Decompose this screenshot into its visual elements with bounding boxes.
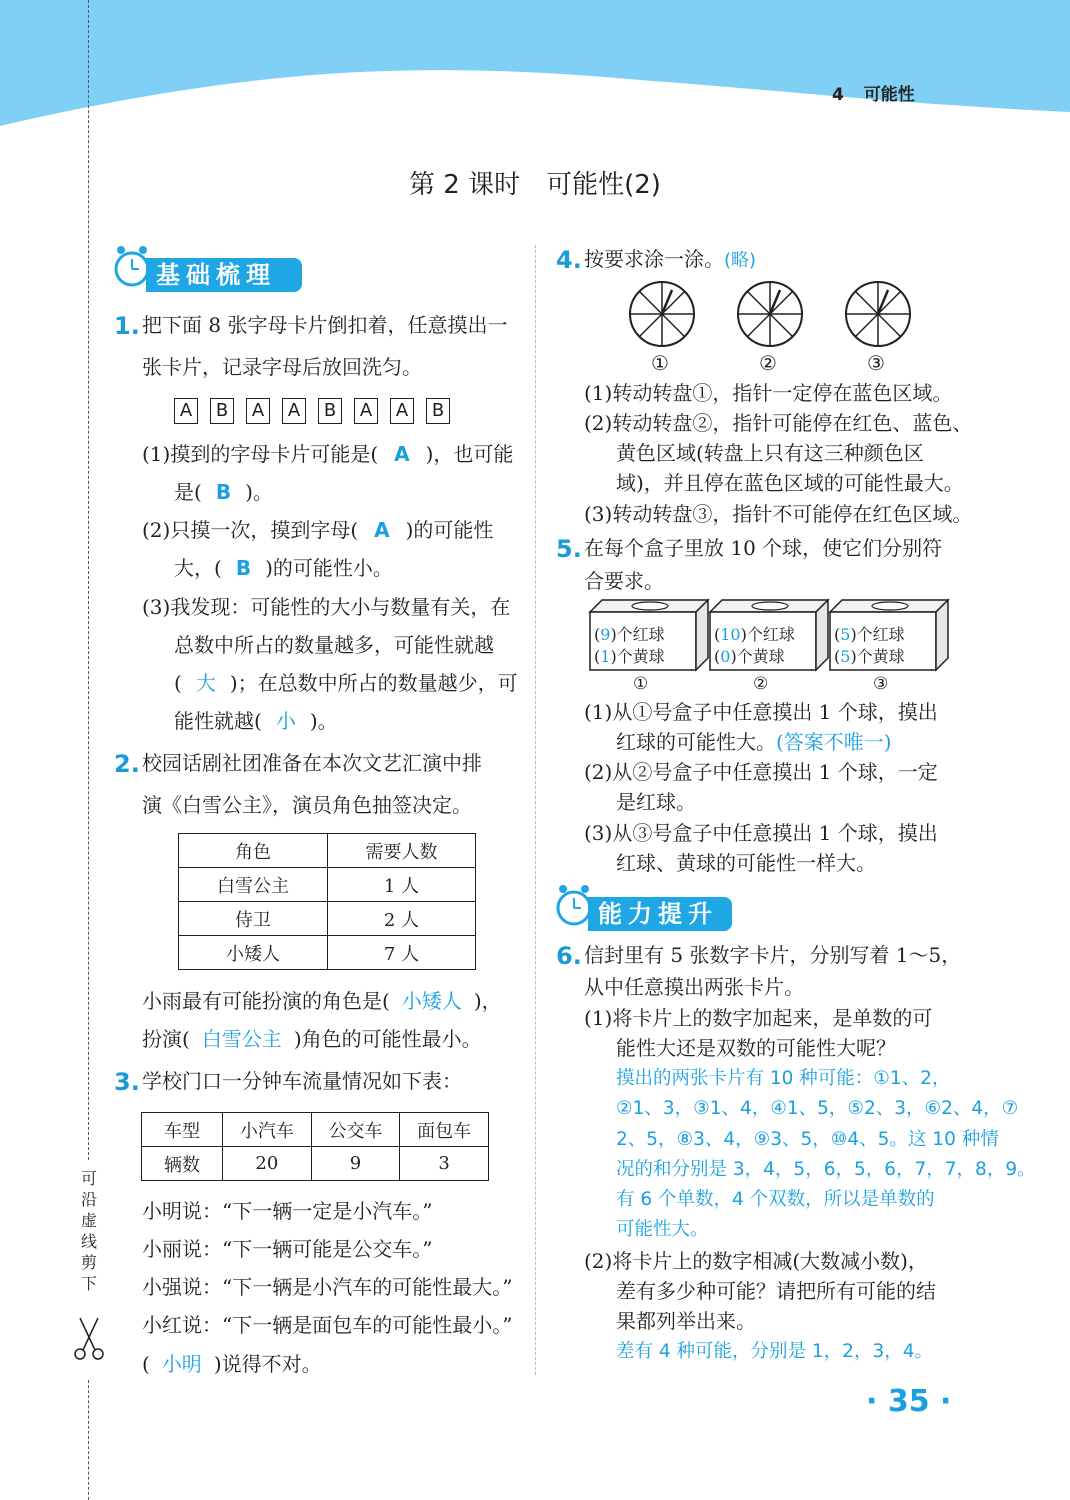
q6-text: 信封里有 5 张数字卡片，分别写着 1～5， xyxy=(584,943,962,967)
q2-text: 校园话剧社团准备在本次文艺汇演中排 xyxy=(142,751,482,775)
q1-text: 把下面 8 张字母卡片倒扣着，任意摸出一 xyxy=(142,313,508,337)
table-header: 需要人数 xyxy=(328,834,476,868)
q1-part3-line2: 总数中所占的数量越多，可能性就越 xyxy=(174,633,494,657)
table-header: 角色 xyxy=(179,834,328,868)
answer: 5 xyxy=(840,625,851,644)
letter-card: A xyxy=(174,398,198,424)
table-row: 小矮人 7 人 xyxy=(179,936,476,970)
answer: 1 xyxy=(600,647,611,666)
q4-part2: (2)转动转盘②，指针可能停在红色、蓝色、 xyxy=(584,411,973,435)
table-row: 辆数 20 9 3 xyxy=(142,1147,489,1181)
header-wave xyxy=(0,0,1070,135)
letter-card: A xyxy=(246,398,270,424)
answer: (略) xyxy=(724,250,757,271)
chapter-header xyxy=(832,80,915,105)
q6-part1-answer: 摸出的两张卡片有 10 种可能：①1、2， ②1、3，③1、4，④1、5，⑤2、3，⑥2、4，⑦ 2、5，⑧3、4，⑨3、5，⑩4、5。这 10 种情 况的和分别是 3，4，5，6，5，6，7，7，8，9。 有 6 个单数，4 个双数，所以是单数的 可能性大。 xyxy=(616,1068,1036,1241)
question-number: 4. xyxy=(556,246,582,274)
answer: 差有 4 种可能，分别是 1，2，3，4。 xyxy=(616,1341,933,1362)
page-number: · 35 · xyxy=(866,1384,952,1419)
box-3-text: (5)个红球 (5)个黄球 xyxy=(834,625,905,666)
q1-part1: (1)摸到的字母卡片可能是( A )，也可能 xyxy=(142,442,514,466)
q5-part1-line2: 红球的可能性大。 xyxy=(616,730,776,754)
section-advanced-label: 能力提升 xyxy=(588,897,732,931)
spinner-label: ② xyxy=(759,351,777,375)
roles-table xyxy=(178,833,476,970)
answer: A xyxy=(394,442,410,466)
scissors-icon xyxy=(72,1316,106,1362)
answer: (答案不唯一) xyxy=(776,730,892,754)
box-label: ③ xyxy=(873,674,889,694)
q1-part3-line4: 能性就越( 小 )。 xyxy=(174,709,338,733)
q6-part2-line3: 果都列举出来。 xyxy=(616,1309,756,1333)
answer: 小 xyxy=(275,709,296,733)
question-number: 2. xyxy=(114,750,140,778)
box-2-text: (10)个红球 (0)个黄球 xyxy=(714,625,795,666)
q6-part2: (2)将卡片上的数字相减(大数减小数)， xyxy=(584,1249,928,1273)
box-label: ② xyxy=(753,674,769,694)
side-note: 可 沿 虚 线 剪 下 xyxy=(80,1169,97,1293)
q4-part1: (1)转动转盘①，指针一定停在蓝色区域。 xyxy=(584,381,953,405)
answer: B xyxy=(215,480,232,504)
column-divider xyxy=(535,245,536,1375)
q5-part3: (3)从③号盒子中任意摸出 1 个球，摸出 xyxy=(584,821,938,845)
q3-answer: ( 小明 )说得不对。 xyxy=(142,1352,322,1376)
letter-card: B xyxy=(318,398,342,424)
q1-part2-cont: 大，( B )的可能性小。 xyxy=(174,556,393,580)
chapter-number: 4 xyxy=(832,85,844,105)
chapter-title: 可能性 xyxy=(863,85,915,105)
letter-card: B xyxy=(426,398,450,424)
question-number: 6. xyxy=(556,942,582,970)
answer: 白雪公主 xyxy=(201,1027,282,1051)
answer: A xyxy=(374,518,390,542)
letter-cards xyxy=(174,398,462,424)
q5-text: 在每个盒子里放 10 个球，使它们分别符 xyxy=(584,536,943,560)
q2-text-2: 演《白雪公主》，演员角色抽签决定。 xyxy=(142,793,472,817)
table-row: 侍卫 2 人 xyxy=(179,902,476,936)
q5-text-2: 合要求。 xyxy=(584,569,664,593)
q5-part1: (1)从①号盒子中任意摸出 1 个球，摸出 xyxy=(584,700,938,724)
q1-part3-line3: ( 大 )；在总数中所占的数量越少，可 xyxy=(174,671,518,695)
q1-part3: (3)我发现：可能性的大小与数量有关，在 xyxy=(142,595,511,619)
q4-part3: (3)转动转盘③，指针不可能停在红色区域。 xyxy=(584,502,973,526)
statement: 小红说：“下一辆是面包车的可能性最小。” xyxy=(142,1313,513,1337)
q6-part1: (1)将卡片上的数字加起来，是单数的可 xyxy=(584,1006,933,1030)
cut-line-lower xyxy=(88,1380,89,1500)
q5-part2: (2)从②号盒子中任意摸出 1 个球，一定 xyxy=(584,760,938,784)
q4-part2-line2: 黄色区域(转盘上只有这三种颜色区 xyxy=(616,441,924,465)
statement: 小强说：“下一辆是小汽车的可能性最大。” xyxy=(142,1275,513,1299)
statement: 小丽说：“下一辆可能是公交车。” xyxy=(142,1237,433,1261)
letter-card: A xyxy=(354,398,378,424)
traffic-table: 车型 小汽车 公交车 面包车 辆数 20 9 3 xyxy=(141,1112,489,1181)
lesson-title: 第 2 课时 可能性(2) xyxy=(409,170,661,200)
letter-card: B xyxy=(210,398,234,424)
q1-part1-cont: 是( B )。 xyxy=(174,480,273,504)
q1-part2: (2)只摸一次，摸到字母( A )的可能性 xyxy=(142,518,494,542)
answer: 大 xyxy=(195,671,216,695)
answer: 小明 xyxy=(161,1352,202,1376)
answer: 5 xyxy=(840,647,851,666)
spinner xyxy=(630,282,694,346)
box-label: ① xyxy=(633,674,649,694)
q2-answer-line1: 小雨最有可能扮演的角色是( 小矮人 )， xyxy=(142,989,502,1013)
answer: 0 xyxy=(720,647,731,666)
q5-part2-line2: 是红球。 xyxy=(616,790,696,814)
q6-part2-line2: 差有多少种可能？请把所有可能的结 xyxy=(616,1279,936,1303)
section-basic-label: 基础梳理 xyxy=(146,258,302,292)
q6-text-2: 从中任意摸出两张卡片。 xyxy=(584,975,804,999)
q3-text: 学校门口一分钟车流量情况如下表： xyxy=(142,1069,462,1093)
spinner-label: ① xyxy=(651,351,669,375)
q4-text: 按要求涂一涂。 xyxy=(584,247,724,271)
q4-part2-line3: 域)，并且停在蓝色区域的可能性最大。 xyxy=(616,471,964,495)
spinner-label: ③ xyxy=(867,351,885,375)
q6-part1-line2: 能性大还是双数的可能性大呢？ xyxy=(616,1036,896,1060)
question-number: 3. xyxy=(114,1068,140,1096)
letter-card: A xyxy=(282,398,306,424)
answer: B xyxy=(235,556,252,580)
q2-answer-line2: 扮演( 白雪公主 )角色的可能性最小。 xyxy=(142,1027,482,1051)
question-number: 5. xyxy=(556,535,582,563)
q1-text-2: 张卡片，记录字母后放回洗匀。 xyxy=(142,355,422,379)
box-1-text: (9)个红球 (1)个黄球 xyxy=(594,625,665,666)
answer: 10 xyxy=(720,625,741,644)
table-row: 白雪公主 1 人 xyxy=(179,868,476,902)
question-number: 1. xyxy=(114,312,140,340)
answer: 9 xyxy=(600,625,611,644)
answer: 小矮人 xyxy=(401,989,462,1013)
statement: 小明说：“下一辆一定是小汽车。” xyxy=(142,1199,433,1223)
letter-card: A xyxy=(390,398,414,424)
q5-part3-line2: 红球、黄球的可能性一样大。 xyxy=(616,851,876,875)
